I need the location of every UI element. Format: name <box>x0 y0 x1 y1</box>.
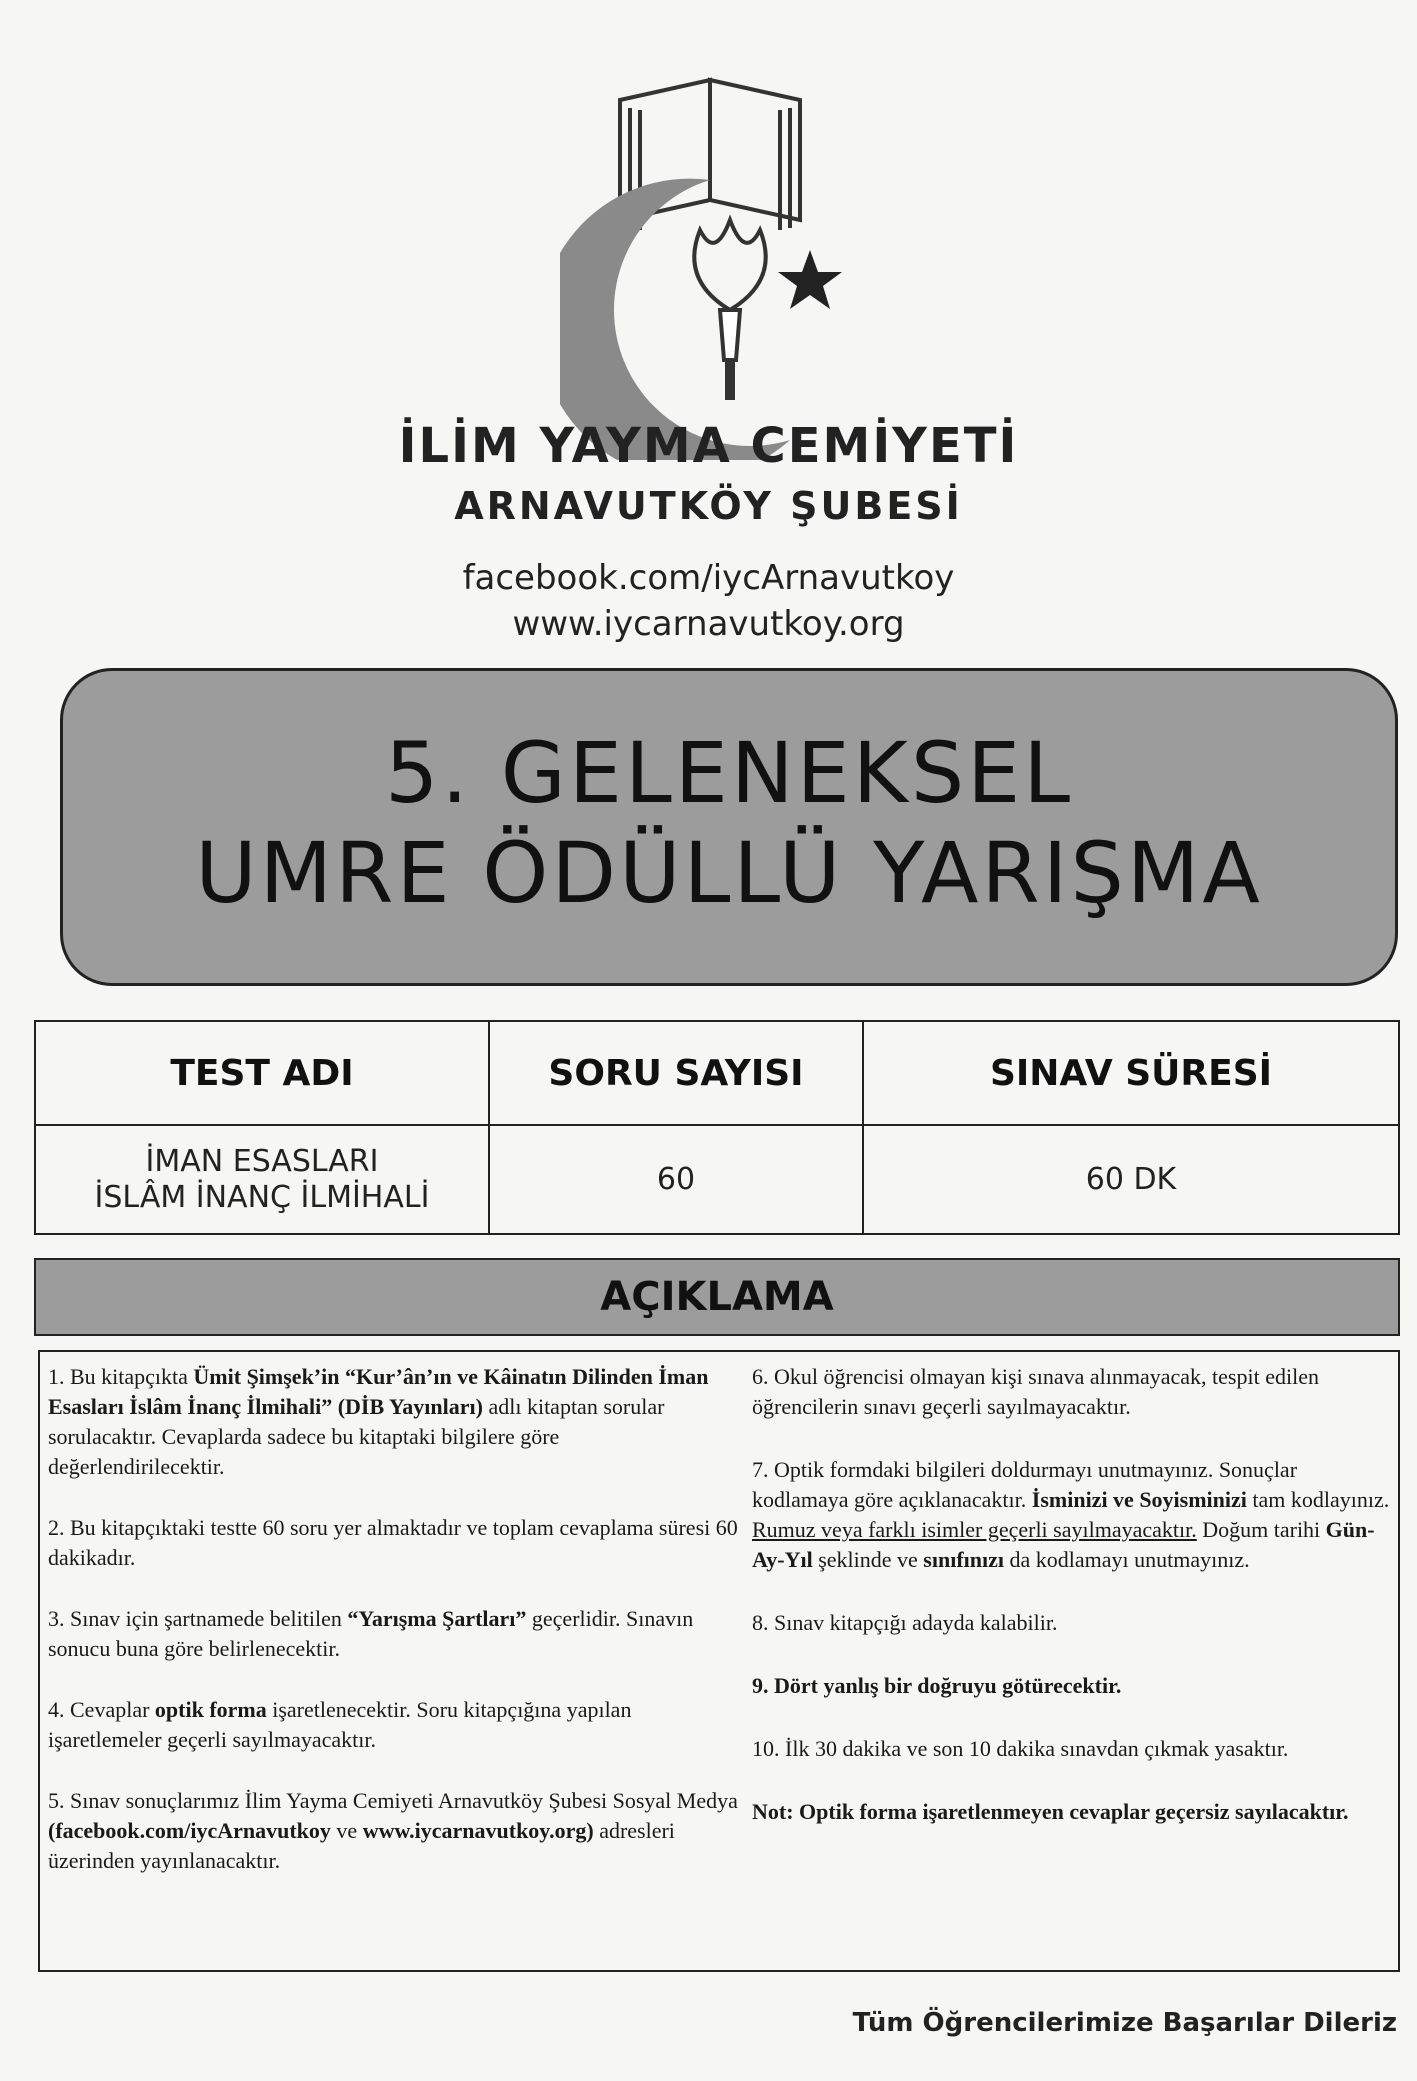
instructions-right-column <box>752 1362 1392 1860</box>
instruction-10: 10. İlk 30 dakika ve son 10 dakika sınavdan çıkmak yasaktır. <box>752 1736 1289 1761</box>
header-question-count: SORU SAYISI <box>489 1021 863 1125</box>
test-name-line2: İSLÂM İNANÇ İLMİHALİ <box>94 1179 430 1215</box>
instruction-6: 6. Okul öğrencisi olmayan kişi sınava alınmayacak, tespit edilen öğrencilerin sınavı geçerli sayılmayacaktır. <box>752 1364 1319 1419</box>
star-icon <box>778 250 842 309</box>
instructions-box <box>38 1350 1400 1972</box>
instruction-5: 5. Sınav sonuçlarımız İlim Yayma Cemiyeti Arnavutköy Şubesi Sosyal Medya (facebook.com/iycArnavutkoy ve www.iycarnavutkoy.org) adresleri üzerinden yayınlanacaktır. <box>48 1788 738 1873</box>
instruction-2: 2. Bu kitapçıktaki testte 60 soru yer almaktadır ve toplam cevaplama süresi 60 dakikadır. <box>48 1515 738 1570</box>
banner-title-line1: 5. GELENEKSEL <box>384 724 1074 822</box>
instructions-left-column <box>48 1362 738 1907</box>
test-name-cell <box>35 1125 489 1234</box>
footer-message: Tüm Öğrencilerimize Başarılar Dileriz <box>852 2008 1397 2038</box>
table-row <box>35 1125 1399 1234</box>
facebook-link[interactable]: facebook.com/iycArnavutkoy <box>462 558 955 598</box>
header-test-name: TEST ADI <box>35 1021 489 1125</box>
section-title: AÇIKLAMA <box>34 1258 1400 1336</box>
banner-title-line2: UMRE ÖDÜLLÜ YARIŞMA <box>195 824 1263 922</box>
instruction-9: 9. Dört yanlış bir doğruyu götürecektir. <box>752 1673 1122 1698</box>
competition-banner <box>60 668 1398 986</box>
organization-logo <box>560 60 900 460</box>
duration-cell: 60 DK <box>863 1125 1399 1234</box>
question-count-cell: 60 <box>489 1125 863 1234</box>
table-header-row <box>35 1021 1399 1125</box>
exam-info-table <box>34 1020 1400 1235</box>
organization-name: İLİM YAYMA CEMİYETİ <box>398 418 1019 474</box>
torch-icon <box>694 220 765 400</box>
header-duration: SINAV SÜRESİ <box>863 1021 1399 1125</box>
instruction-3: 3. Sınav için şartnamede belitilen “Yarışma Şartları” geçerlidir. Sınavın sonucu buna göre belirlenecektir. <box>48 1606 694 1661</box>
test-name-line1: İMAN ESASLARI <box>145 1143 379 1179</box>
organization-branch: ARNAVUTKÖY ŞUBESİ <box>454 484 963 528</box>
instruction-7: 7. Optik formdaki bilgileri doldurmayı unutmayınız. Sonuçlar kodlamaya göre açıklanacaktır. İsminizi ve Soyisminizi tam kodlayınız. Rumuz veya farklı isimler geçerli sayılmayacaktır. Doğum tarihi Gün-Ay-Yıl şeklinde ve sınıfınızı da kodlamayı unutmayınız. <box>752 1457 1390 1572</box>
instruction-8: 8. Sınav kitapçığı adayda kalabilir. <box>752 1610 1058 1635</box>
instructions-note: Not: Optik forma işaretlenmeyen cevaplar geçersiz sayılacaktır. <box>752 1799 1349 1824</box>
website-link[interactable]: www.iycarnavutkoy.org <box>512 604 905 644</box>
instruction-4: 4. Cevaplar optik forma işaretlenecektir. Soru kitapçığına yapılan işaretlemeler geçerli sayılmayacaktır. <box>48 1697 632 1752</box>
instruction-1: 1. Bu kitapçıkta Ümit Şimşek’in “Kur’ân’ın ve Kâinatın Dilinden İman Esasları İslâm İnanç İlmihali” (DİB Yayınları) adlı kitaptan sorular sorulacaktır. Cevaplarda sadece bu kitaptaki bilgilere göre değerlendirilecektir. <box>48 1364 709 1479</box>
